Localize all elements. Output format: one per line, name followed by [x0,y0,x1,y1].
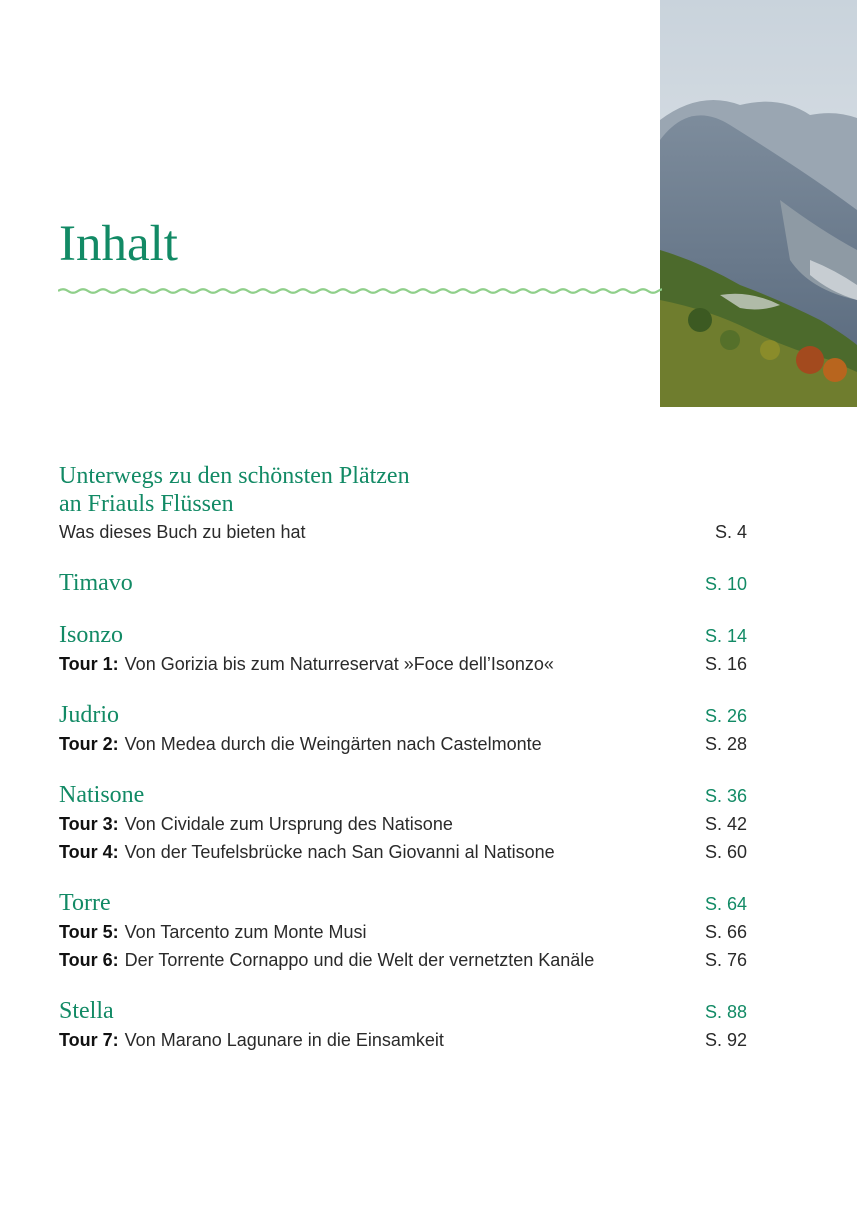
page-title: Inhalt [59,216,178,272]
toc-section-natisone [59,781,747,866]
tour-entry [59,650,554,678]
tour-page: S. 28 [704,734,747,754]
toc-section-stella [59,997,747,1054]
toc-intro-heading-line2: an Friauls Flüssen [59,491,234,517]
toc-intro-heading-line1: Unterwegs zu den schönsten Plätzen [59,463,410,489]
section-page: S. 88 [704,1002,747,1022]
tour-title: Von Tarcento zum Monte Musi [124,922,367,942]
toc-section-heading[interactable] [59,997,747,1026]
toc-section-heading[interactable] [59,621,747,650]
section-title: Judrio [59,702,119,728]
tour-title: Von Gorizia bis zum Naturreservat »Foce dell’Isonzo« [124,654,554,674]
section-page: S. 36 [704,786,747,806]
toc-section-heading[interactable] [59,889,747,918]
tour-row[interactable] [59,650,747,678]
section-title: Stella [59,998,114,1024]
toc-section-torre [59,889,747,974]
toc-intro-page: S. 4 [714,522,747,542]
tour-page: S. 60 [704,842,747,862]
toc-intro-heading [59,462,747,518]
tour-page: S. 66 [704,922,747,942]
toc-section-timavo [59,569,747,598]
section-page: S. 26 [704,706,747,726]
section-title: Timavo [59,570,133,596]
tour-row[interactable] [59,838,747,866]
toc-intro [59,462,747,546]
tour-page: S. 76 [704,950,747,970]
toc-section-heading[interactable] [59,569,747,598]
tour-entry [59,730,542,758]
section-page: S. 14 [704,626,747,646]
toc-intro-subtitle: Was dieses Buch zu bieten hat [59,522,306,542]
tour-entry [59,946,594,974]
tour-title: Von Marano Lagunare in die Einsamkeit [124,1030,444,1050]
tour-row[interactable] [59,1026,747,1054]
tour-page: S. 92 [704,1030,747,1050]
tour-entry [59,918,366,946]
tour-title: Von Cividale zum Ursprung des Natisone [124,814,453,834]
tour-label: Tour 7: [59,1030,119,1050]
tour-label: Tour 5: [59,922,119,942]
tour-label: Tour 4: [59,842,119,862]
tour-entry [59,838,555,866]
tour-page: S. 42 [704,814,747,834]
tour-title: Von der Teufelsbrücke nach San Giovanni al Natisone [124,842,555,862]
section-title: Isonzo [59,622,123,648]
decorative-wave-divider [58,284,662,298]
section-page: S. 10 [704,574,747,594]
toc-section-isonzo [59,621,747,678]
toc-section-heading[interactable] [59,701,747,730]
tour-row[interactable] [59,810,747,838]
tour-label: Tour 1: [59,654,119,674]
tour-label: Tour 6: [59,950,119,970]
tour-title: Von Medea durch die Weingärten nach Castelmonte [124,734,542,754]
section-page: S. 64 [704,894,747,914]
tour-row[interactable] [59,730,747,758]
section-title: Natisone [59,782,145,808]
mountain-valley-photo [660,0,857,407]
tour-label: Tour 3: [59,814,119,834]
tour-label: Tour 2: [59,734,119,754]
tour-page: S. 16 [704,654,747,674]
toc-intro-row[interactable] [59,518,747,546]
section-title: Torre [59,890,111,916]
tour-row[interactable] [59,946,747,974]
tour-title: Der Torrente Cornappo und die Welt der vernetzten Kanäle [124,950,595,970]
toc-section-judrio [59,701,747,758]
table-of-contents [59,462,747,1077]
tour-entry [59,810,453,838]
tour-entry [59,1026,444,1054]
toc-section-heading[interactable] [59,781,747,810]
tour-row[interactable] [59,918,747,946]
